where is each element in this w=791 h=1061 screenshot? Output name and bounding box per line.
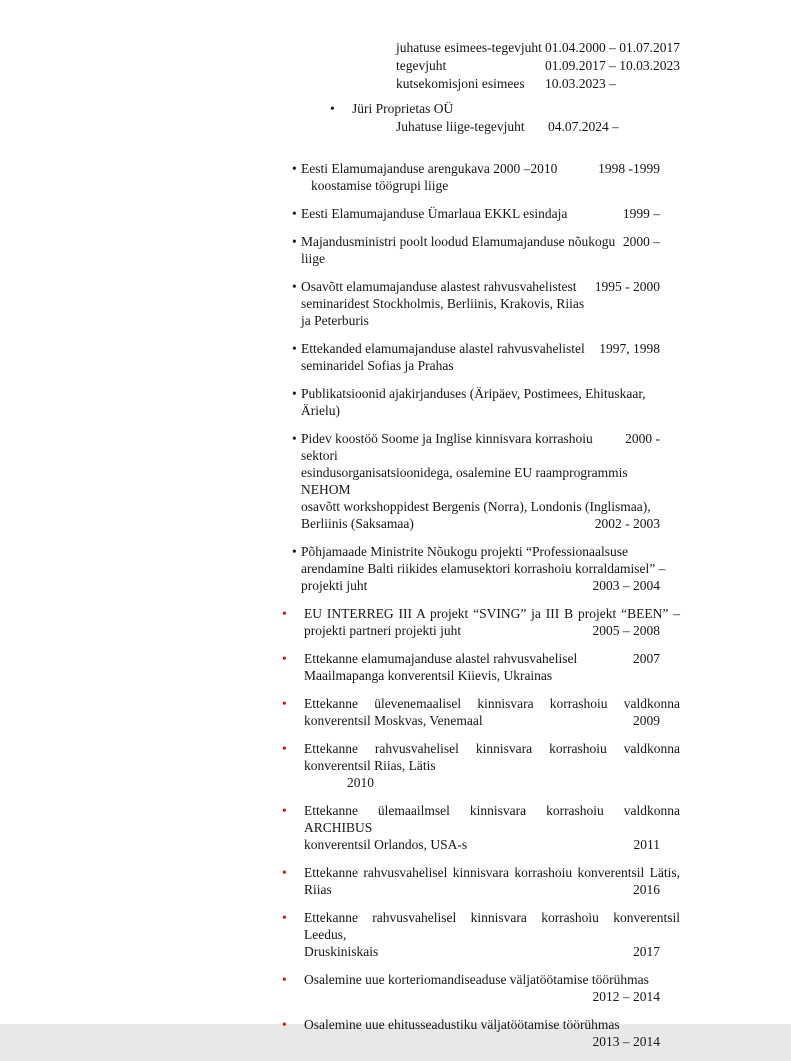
item-text: seminaridel Sofias ja Prahas (301, 358, 454, 373)
item-date: 2000 – (622, 234, 660, 249)
item-line (301, 295, 680, 312)
item-text: Osavõtt elamumajanduse alastest rahvusvahelistest (301, 279, 577, 294)
item-text: 2010 (347, 775, 374, 790)
item-text: Ettekanne ülemaailmsel kinnisvara korrashoiu valdkonna ARCHIBUS (304, 803, 680, 835)
item-date: 1999 – (622, 206, 660, 221)
employment-role-row (396, 57, 680, 75)
item-line (304, 909, 680, 943)
item-text: Druskiniskais (304, 944, 379, 959)
item-text: ja Peterburis (301, 313, 369, 328)
item-body (304, 971, 680, 1005)
cv-list-item (282, 205, 680, 222)
item-body (301, 233, 680, 267)
item-date: 2003 – 2004 (592, 578, 660, 593)
bullet-marker: • (282, 1017, 287, 1032)
item-date: 2017 (633, 944, 660, 959)
item-line (304, 695, 680, 712)
item-text: projekti juht (301, 578, 368, 593)
item-line (301, 498, 680, 515)
bullet-marker: • (292, 234, 297, 249)
item-text: osavõtt workshoppidest Bergenis (Norra), Londonis (Inglismaa), (301, 499, 651, 514)
bullet-marker: • (282, 606, 287, 621)
item-date: 2013 – 2014 (592, 1034, 660, 1049)
role-title: juhatuse esimees-tegevjuht (396, 40, 542, 55)
cv-list-item (282, 650, 680, 684)
item-line (301, 340, 680, 357)
role-dates: 01.04.2000 – 01.07.2017 (545, 40, 680, 55)
bullet-marker: • (282, 696, 287, 711)
cv-list-item (282, 605, 680, 639)
item-line (304, 667, 680, 684)
company-block (330, 100, 619, 135)
item-line (301, 385, 680, 402)
item-body (304, 909, 680, 960)
item-body (301, 543, 680, 594)
bullet-marker: • (292, 544, 297, 559)
item-line (301, 577, 680, 594)
role-dates: 04.07.2024 – (548, 118, 619, 134)
item-date: 2000 - (625, 431, 660, 446)
item-line (304, 836, 680, 853)
bullet-marker: • (330, 101, 335, 116)
cv-list-item (282, 695, 680, 729)
bullet-marker: • (282, 972, 287, 987)
item-line (301, 278, 680, 295)
item-text: Maailmapanga konverentsil Kiievis, Ukrainas (304, 668, 553, 683)
cv-list-item (282, 278, 680, 329)
employment-role-row (396, 39, 680, 57)
item-text: EU INTERREG III A projekt “SVING” ja III B projekt “BEEN” – (304, 606, 680, 621)
item-text: esindusorganisatsioonidega, osalemine EU raamprogrammis NEHOM (301, 465, 628, 497)
cv-list-item (282, 1016, 680, 1050)
item-line (301, 402, 680, 419)
item-body (304, 802, 680, 853)
role-title: Juhatuse liige-tegevjuht (396, 118, 525, 134)
item-text: Ettekanne rahvusvahelisel kinnisvara korrashoiu valdkonna (304, 741, 680, 756)
item-date: 1998 -1999 (598, 161, 660, 176)
item-line (301, 233, 680, 250)
item-line (304, 881, 680, 898)
cv-list-item (282, 864, 680, 898)
bullet-marker: • (292, 431, 297, 446)
item-text: konverentsil Orlandos, USA-s (304, 837, 468, 852)
cv-list-item (282, 971, 680, 1005)
role-dates: 10.03.2023 – (545, 76, 616, 91)
item-line (301, 560, 680, 577)
cv-list-item (282, 340, 680, 374)
item-body (304, 695, 680, 729)
item-date: 1997, 1998 (599, 341, 660, 356)
item-text: Ettekanne elamumajanduse alastel rahvusvahelisel (304, 651, 578, 666)
item-line (304, 622, 680, 639)
cv-list-item (282, 233, 680, 267)
item-text: konverentsil Moskvas, Venemaal (304, 713, 483, 728)
item-date: 2002 - 2003 (594, 516, 660, 531)
item-line (301, 160, 680, 177)
item-text: koostamise töögrupi liige (311, 178, 449, 193)
bullet-marker: • (292, 279, 297, 294)
item-text: Riias (304, 882, 332, 897)
role-title: tegevjuht (396, 58, 447, 73)
item-line (304, 971, 680, 988)
item-text: seminaridest Stockholmis, Berliinis, Krakovis, Riias (301, 296, 585, 311)
item-text: Ettekanne rahvusvahelisel kinnisvara korrashoiu konverentsil Lätis, (304, 865, 680, 880)
item-text: Pidev koostöö Soome ja Inglise kinnisvara korrashoiu sektori (301, 431, 593, 463)
bullet-marker: • (282, 803, 287, 818)
item-line (304, 988, 680, 1005)
bullet-marker: • (282, 651, 287, 666)
item-body (304, 650, 680, 684)
item-body (301, 160, 680, 194)
item-text: Osalemine uue ehitusseadustiku väljatöötamise töörühmas (304, 1017, 620, 1032)
cv-list-item (282, 430, 680, 532)
item-text: konverentsil Riias, Lätis (304, 758, 436, 773)
item-date: 1995 - 2000 (594, 279, 660, 294)
bullet-marker: • (292, 386, 297, 401)
item-body (301, 278, 680, 329)
item-line (304, 1033, 680, 1050)
item-text: Ettekanded elamumajanduse alastel rahvusvahelistel (301, 341, 585, 356)
company-name: Jüri Proprietas OÜ (352, 101, 454, 116)
cv-list-item (282, 160, 680, 194)
cv-list-item (282, 909, 680, 960)
item-text: Eesti Elamumajanduse arengukava 2000 –2010 (301, 161, 558, 176)
item-body (304, 864, 680, 898)
item-date: 2007 (633, 651, 660, 666)
item-date: 2009 (633, 713, 660, 728)
item-body (301, 385, 680, 419)
item-body (301, 205, 680, 222)
bullet-marker: • (292, 161, 297, 176)
item-line (304, 650, 680, 667)
item-line (304, 740, 680, 757)
item-text: Ettekanne rahvusvahelisel kinnisvara korrashoiu konverentsil Leedus, (304, 910, 680, 942)
item-text: Eesti Elamumajanduse Ümarlaua EKKL esindaja (301, 206, 568, 221)
item-text: Ärielu) (301, 403, 340, 418)
item-date: 2011 (633, 837, 660, 852)
item-line (301, 464, 680, 498)
bullet-marker: • (282, 865, 287, 880)
item-line (301, 250, 680, 267)
item-line (304, 802, 680, 836)
activities-list (282, 160, 680, 1061)
item-text: projekti partneri projekti juht (304, 623, 462, 638)
item-text: Osalemine uue korteriomandiseaduse väljatöötamise töörühmas (304, 972, 649, 987)
item-date: 2016 (633, 882, 660, 897)
item-line (304, 712, 680, 729)
item-date: 2005 – 2008 (592, 623, 660, 638)
item-date: 2012 – 2014 (592, 989, 660, 1004)
item-text: Berliinis (Saksamaa) (301, 516, 414, 531)
item-text: Majandusministri poolt loodud Elamumajanduse nõukogu (301, 234, 616, 249)
bullet-marker: • (292, 206, 297, 221)
role-dates: 01.09.2017 – 10.03.2023 (545, 58, 680, 73)
cv-list-item (282, 740, 680, 791)
item-line (304, 605, 680, 622)
employment-role-row (396, 75, 680, 93)
item-text: arendamine Balti riikides elamusektori korrashoiu korraldamisel” – (301, 561, 666, 576)
item-body (304, 740, 680, 791)
item-line (304, 864, 680, 881)
cv-list-item (282, 802, 680, 853)
item-text: Ettekanne ülevenemaalisel kinnisvara korrashoiu valdkonna (304, 696, 680, 711)
item-body (304, 1016, 680, 1050)
company-heading (330, 100, 619, 118)
item-line (301, 312, 680, 329)
item-line (301, 357, 680, 374)
employment-roles-block (396, 39, 680, 93)
item-text: Põhjamaade Ministrite Nõukogu projekti “Professionaalsuse (301, 544, 628, 559)
bullet-marker: • (282, 910, 287, 925)
item-body (304, 605, 680, 639)
item-line (304, 1016, 680, 1033)
cv-list-item (282, 385, 680, 419)
item-text: Publikatsioonid ajakirjanduses (Äripäev, Postimees, Ehituskaar, (301, 386, 646, 401)
bullet-marker: • (282, 741, 287, 756)
item-body (301, 430, 680, 532)
item-line (304, 757, 680, 774)
item-line (304, 774, 680, 791)
item-line (301, 430, 680, 464)
company-role-row (396, 118, 619, 136)
item-line (301, 205, 680, 222)
item-text: liige (301, 251, 325, 266)
item-line (301, 177, 680, 194)
item-line (301, 543, 680, 560)
cv-list-item (282, 543, 680, 594)
item-line (301, 515, 680, 532)
item-line (304, 943, 680, 960)
role-title: kutsekomisjoni esimees (396, 76, 525, 91)
item-body (301, 340, 680, 374)
bullet-marker: • (292, 341, 297, 356)
